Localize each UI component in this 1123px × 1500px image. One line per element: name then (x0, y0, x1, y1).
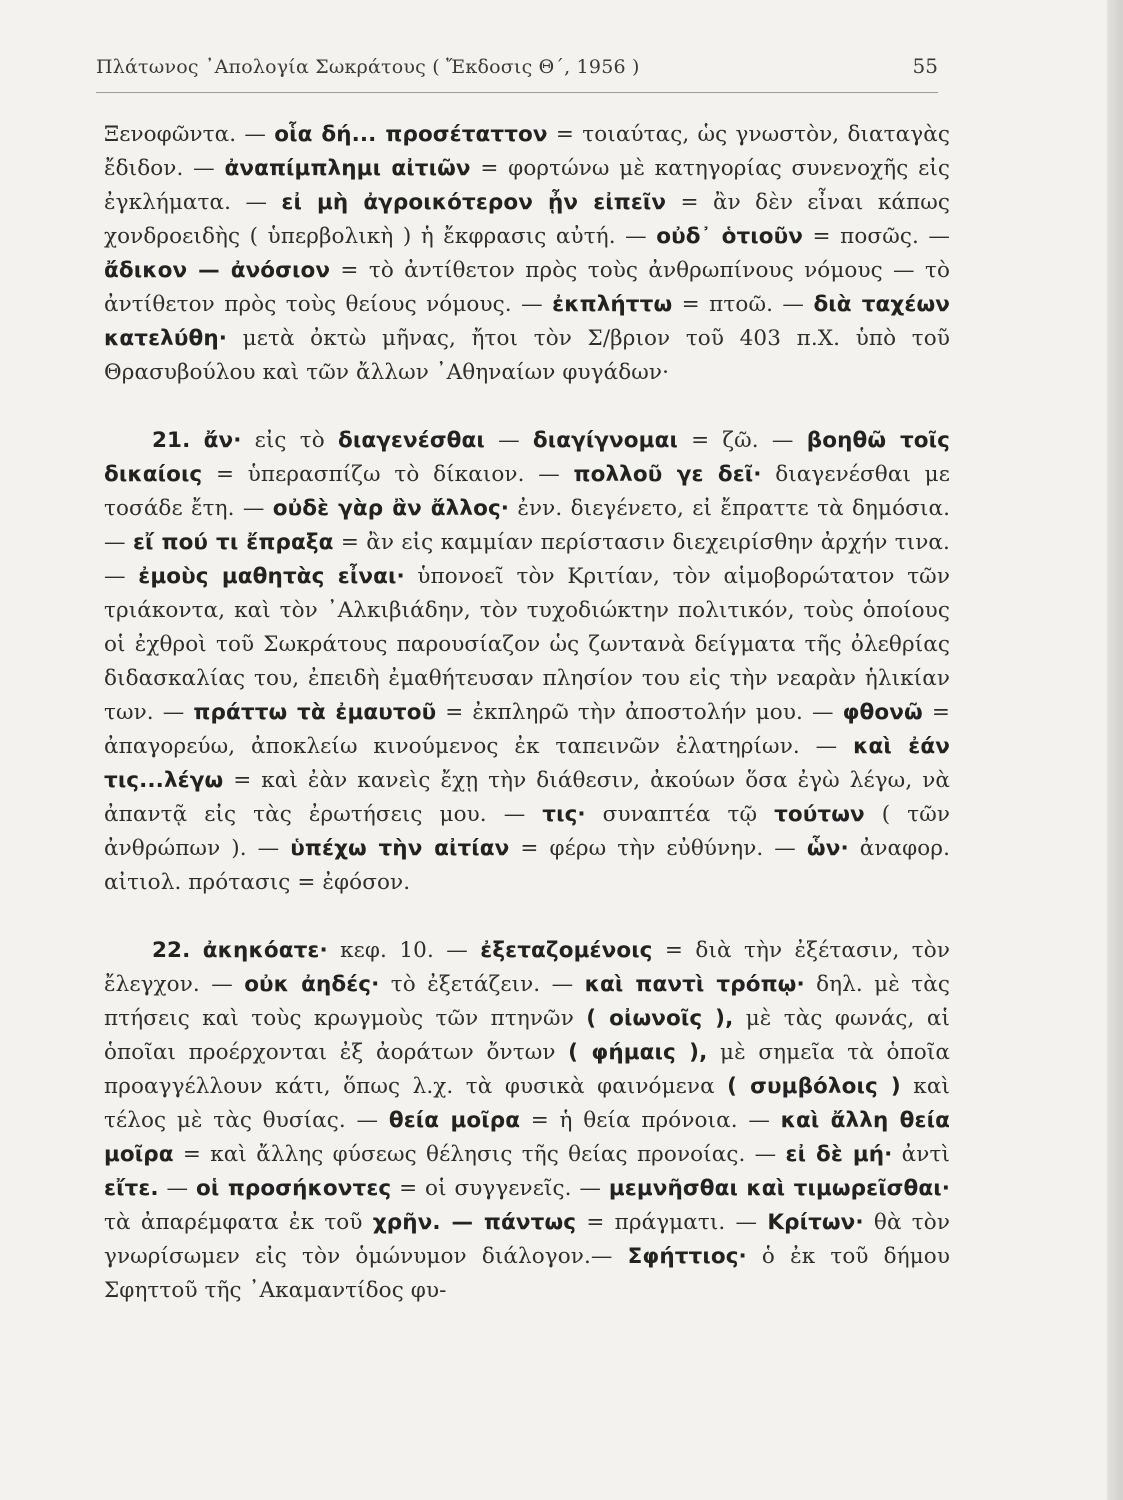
paragraph-22 (104, 934, 950, 1308)
text: ὑπονοεῖ τὸν Κριτίαν, τὸν αἱμοβορώτατον τῶν τριάκοντα, καὶ τὸν ᾿Αλκιβιάδην, τὸν τυχοδιώκτην πολιτικόν, τοὺς ὁποίους οἱ ἐχθροὶ τοῦ Σωκράτους παρουσίαζον ὡς ζωντανὰ δείγματα τῆς ὀλεθρίας διδασκαλίας του, ἐπειδὴ ἐμαθήτευσαν πλησίον του εἰς τὴν νεαρὰν ἡλικίαν των. — (104, 564, 950, 725)
text: = πράγματι. — (576, 1210, 768, 1235)
text: = πτοῶ. — (672, 292, 814, 317)
lemma: οὐδὲ γὰρ ἂν ἄλλος· (272, 496, 510, 521)
text: τὸ ἐξετάζειν. — (379, 972, 585, 997)
text: — (158, 1176, 196, 1201)
lemma: εἰ μὴ ἀγροικότερον ᾖν εἰπεῖν (281, 190, 667, 215)
page-number: 55 (912, 54, 938, 78)
lemma: Σφήττιος· (627, 1244, 747, 1269)
lemma: εἴτε. (104, 1176, 159, 1201)
lemma: οὐδ᾿ ὁτιοῦν (656, 224, 804, 249)
lemma: καὶ ἐάν τις...λέγω (104, 734, 950, 793)
lemma: ὑπέχω τὴν αἰτίαν (290, 836, 510, 861)
text: = ἀπαγορεύω, ἀποκλείω κινούμενος ἐκ ταπεινῶν ἐλατηρίων. — (104, 700, 950, 759)
text: δηλ. μὲ τὰς πτήσεις καὶ τοὺς κρωγμοὺς τῶν πτηνῶν (104, 972, 951, 1031)
text: ἀναφορ. αἰτιολ. πρότασις = ἐφόσον. (104, 836, 951, 895)
lemma: Κρίτων· (767, 1210, 864, 1235)
text: = ποσῶς. — (803, 224, 951, 249)
text: καὶ τέλος μὲ τὰς θυσίας. — (104, 1074, 950, 1133)
lemma: οἷα δή... προσέταττον (274, 122, 548, 147)
text: θὰ τὸν γνωρίσωμεν εἰς τὸν ὁμώνυμον διάλογον.— (104, 1210, 950, 1269)
lemma: μεμνῆσθαι καὶ τιμωρεῖσθαι· (608, 1176, 951, 1201)
lemma: εἰ δὲ μή· (785, 1142, 893, 1167)
page-edge (1107, 0, 1123, 1500)
lemma: καὶ ἄλλη θεία μοῖρα (104, 1108, 950, 1167)
text: = ἡ θεία πρόνοια. — (520, 1108, 781, 1133)
paragraph-21 (104, 424, 950, 900)
text: = διὰ τὴν ἐξέτασιν, τὸν ἔλεγχον. — (104, 938, 950, 997)
section-number: 21. (152, 428, 191, 453)
text: = ἂν δὲν εἶναι κάπως χονδροειδὴς ( ὑπερβολικὴ ) ἡ ἔκφρασις αὐτή. — (104, 190, 950, 249)
lemma: ἄδικον — ἀνόσιον (104, 258, 331, 283)
text: τὰ ἀπαρέμφατα ἐκ τοῦ (104, 1210, 373, 1235)
lemma: ἐξεταζομένοις (480, 938, 653, 963)
section-number: 22. (152, 938, 191, 963)
lemma: καὶ παντὶ τρόπῳ· (584, 972, 805, 997)
text: Ξενοφῶντα. — (104, 122, 275, 147)
text: — (484, 428, 533, 453)
text: ( τῶν ἀνθρώπων ). — (104, 802, 951, 861)
lemma: οὐκ ἀηδές· (244, 972, 380, 997)
lemma: ἀκηκόατε· (202, 938, 328, 963)
text: ἀντὶ (892, 1142, 950, 1167)
lemma: πράττω τὰ ἐμαυτοῦ (193, 700, 437, 725)
lemma: βοηθῶ τοῖς δικαίοις (104, 428, 950, 487)
text: = τὸ ἀντίθετον πρὸς τοὺς ἀνθρωπίνους νόμους — τὸ ἀντίθετον πρὸς τοὺς θείους νόμους. — (104, 258, 950, 317)
text: μὲ τὰς φωνάς, αἱ ὁποῖαι προέρχονται ἐξ ἀοράτων ὄντων (104, 1006, 950, 1065)
lemma: θεία μοῖρα (388, 1108, 521, 1133)
lemma: χρῆν. — πάντως (372, 1210, 577, 1235)
text: μετὰ ὀκτὼ μῆνας, ἤτοι τὸν Σ/βριον τοῦ 403 π.Χ. ὑπὸ τοῦ Θρασυβούλου καὶ τῶν ἄλλων ᾿Αθηναίων φυγάδων· (104, 326, 950, 385)
text: διαγενέσθαι με τοσάδε ἔτη. — (104, 462, 950, 521)
lemma: πολλοῦ γε δεῖ· (573, 462, 762, 487)
running-header (96, 52, 938, 93)
paragraph-continuation (104, 118, 950, 390)
header-title: Πλάτωνος ᾿Απολογία Σωκράτους ( Ἔκδοσις Θ΄, 1956 ) (96, 56, 640, 78)
lemma: οἱ προσήκοντες (195, 1176, 392, 1201)
lemma: ἐκπλήττω (552, 292, 673, 317)
page-body (104, 118, 950, 1308)
lemma: τις· (542, 802, 586, 827)
text: συναπτέα τῷ (585, 802, 775, 827)
text: μὲ σημεῖα τὰ ὁποῖα προαγγέλλουν κάτι, ὅπως λ.χ. τὰ φυσικὰ φαινόμενα (104, 1040, 950, 1099)
text: = ἐκπληρῶ τὴν ἀποστολήν μου. — (436, 700, 843, 725)
lemma: τούτων (774, 802, 865, 827)
lemma: διαγίγνομαι (532, 428, 678, 453)
lemma: διὰ ταχέων κατελύθη· (104, 292, 950, 351)
lemma: ὧν· (806, 836, 849, 861)
lemma: ἐμοὺς μαθητὰς εἶναι· (138, 564, 405, 589)
lemma: ἀναπίμπλημι αἰτιῶν (224, 156, 471, 181)
text: = φέρω τὴν εὐθύνην. — (509, 836, 807, 861)
text: = καὶ ἄλλης φύσεως θέλησις τῆς θείας προνοίας. — (173, 1142, 786, 1167)
text: ὁ ἐκ τοῦ δήμου Σφηττοῦ τῆς ᾿Ακαμαντίδος φυ- (104, 1244, 950, 1303)
text: = ὑπερασπίζω τὸ δίκαιον. — (202, 462, 574, 487)
text: εἰς τὸ (241, 428, 338, 453)
text: = οἱ συγγενεῖς. — (391, 1176, 609, 1201)
text: = ζῶ. — (677, 428, 807, 453)
text: = φορτώνω μὲ κατηγορίας συνενοχῆς εἰς ἐγκλήματα. — (104, 156, 950, 215)
lemma: ( οἰωνοῖς ), (586, 1006, 734, 1031)
text: = ἂν εἰς καμμίαν περίστασιν διεχειρίσθην ἀρχήν τινα. — (104, 530, 950, 589)
lemma: εἴ πού τι ἔπραξα (132, 530, 334, 555)
text: = τοιαύτας, ὡς γνωστὸν, διαταγὰς ἔδιδον. — (104, 122, 950, 181)
lemma: ( συμβόλοις ) (727, 1074, 901, 1099)
text: = καὶ ἐὰν κανεὶς ἔχῃ τὴν διάθεσιν, ἀκούων ὅσα ἐγὼ λέγω, νὰ ἀπαντᾷ εἰς τὰς ἐρωτήσεις μου. — (104, 768, 950, 827)
lemma: ἄν· (203, 428, 242, 453)
text: ἐνν. διεγένετο, εἰ ἔπραττε τὰ δημόσια. — (104, 496, 951, 555)
lemma: ( φήμαις ), (568, 1040, 708, 1065)
text: κεφ. 10. — (327, 938, 481, 963)
lemma: φθονῶ (842, 700, 923, 725)
lemma: διαγενέσθαι (337, 428, 485, 453)
